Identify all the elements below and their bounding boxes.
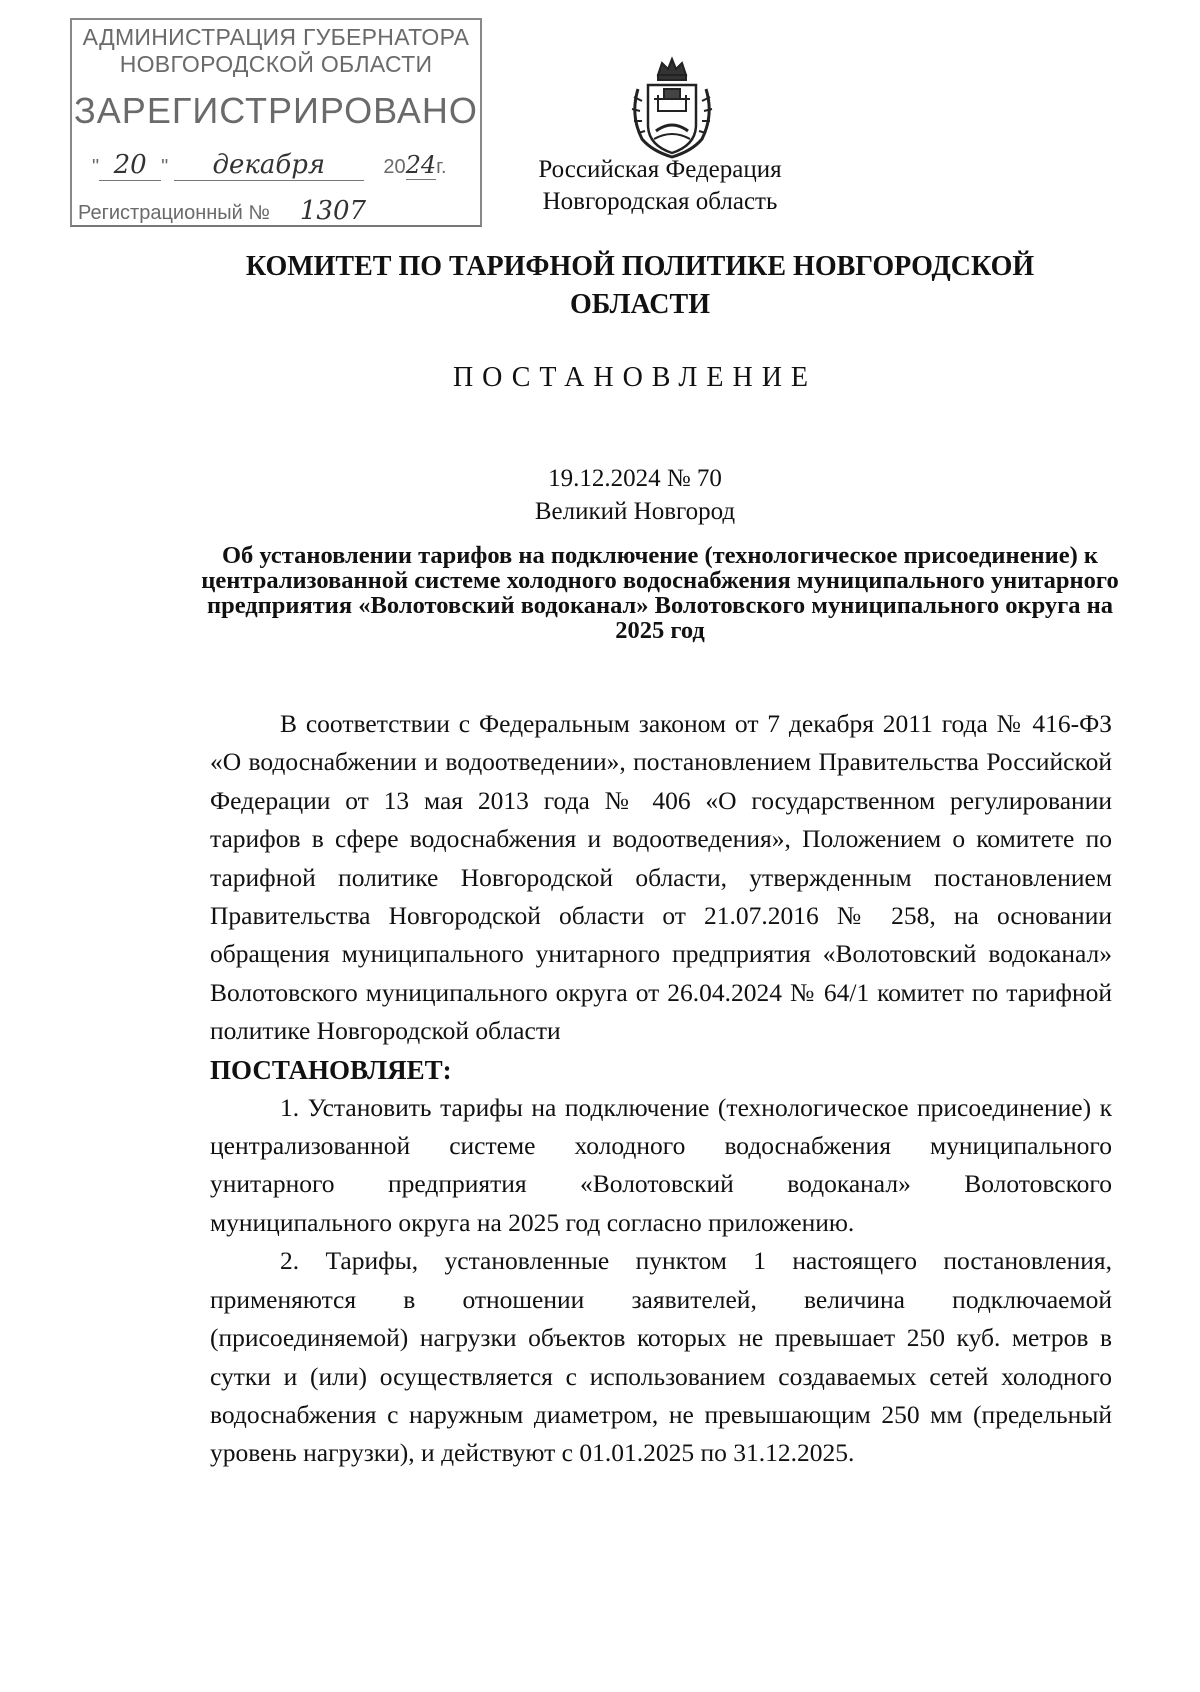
item-2-paragraph: 2. Тарифы, установленные пунктом 1 настоящего постановления, применяются в отношении заявителей, величина подключаемой (присоединяемой) нагрузки объектов которых не превышает 250 куб. метров в сутки и (или) осуществляется с использованием создаваемых сетей холодного водоснабжения с наружным диаметром, не превышающим 250 мм (предельный уровень нагрузки), и действуют с 01.01.2025 по 31.12.2025. [210, 1246, 1112, 1468]
stamp-year-prefix: 20 [383, 156, 406, 178]
preamble-paragraph: В соответствии с Федеральным законом от 7 декабря 2011 года № 416-ФЗ «О водоснабжении и водоотведении», постановлением Правительства Российской Федерации от 13 мая 2013 года № 406 «О государственном регулировании тарифов в сфере водоснабжения и водоотведения», Положением о комитете по тарифной политике Новгородской области, утвержденным постановлением Правительства Новгородской области от 21.07.2016 № 258, на основании обращения муниципального унитарного предприятия «Волотовский водоканал» Волотовского муниципального округа от 26.04.2024 № 64/1 комитет по тарифной политике Новгородской области [210, 709, 1112, 1046]
stamp-registered: ЗАРЕГИСТРИРОВАНО [74, 90, 478, 131]
region-heading [500, 154, 820, 218]
stamp-org-line1: АДМИНИСТРАЦИЯ ГУБЕРНАТОРА [82, 24, 470, 50]
stamp-reg-number: 1307 [299, 196, 367, 226]
novgorod-coat-of-arms-icon [628, 55, 716, 159]
stamp-reg-label: Регистрационный № [78, 202, 270, 224]
document-date-number: 19.12.2024 № 70 [548, 465, 722, 492]
registration-stamp [70, 18, 482, 227]
committee-title: КОМИТЕТ ПО ТАРИФНОЙ ПОЛИТИКЕ НОВГОРОДСКОЙ ОБЛАСТИ [245, 251, 1035, 320]
stamp-number-row [78, 196, 478, 226]
document-body [210, 705, 1112, 1473]
country-name: Российская Федерация [538, 156, 782, 183]
stamp-year-suffix: 24 [405, 151, 437, 179]
stamp-date-row: " 20 " декабря 2024г. [92, 150, 447, 180]
stamp-org-line2: НОВГОРОДСКОЙ ОБЛАСТИ [119, 51, 433, 77]
document-date-number-block [0, 462, 1200, 528]
item-1-paragraph: 1. Установить тарифы на подключение (технологическое присоединение) к централизованной системе холодного водоснабжения муниципального унитарного предприятия «Волотовский водоканал» Волотовского муниципального округа на 2025 год согласно приложению. [210, 1092, 1112, 1237]
document-type: ПОСТАНОВЛЕНИЕ [452, 362, 818, 393]
resolves-heading: ПОСТАНОВЛЯЕТ: [210, 1054, 452, 1085]
stamp-month: декабря [212, 150, 326, 180]
region-name: Новгородская область [542, 188, 778, 215]
stamp-day: 20 [113, 150, 147, 180]
stamp-year-unit: г. [436, 156, 447, 178]
document-city: Великий Новгород [534, 498, 736, 525]
document-subject: Об установлении тарифов на подключение (технологическое присоединение) к централизованной системе холодного водоснабжения муниципального унитарного предприятия «Волотовский водоканал» Волотовского муниципального округа на 2025 год [201, 542, 1119, 644]
